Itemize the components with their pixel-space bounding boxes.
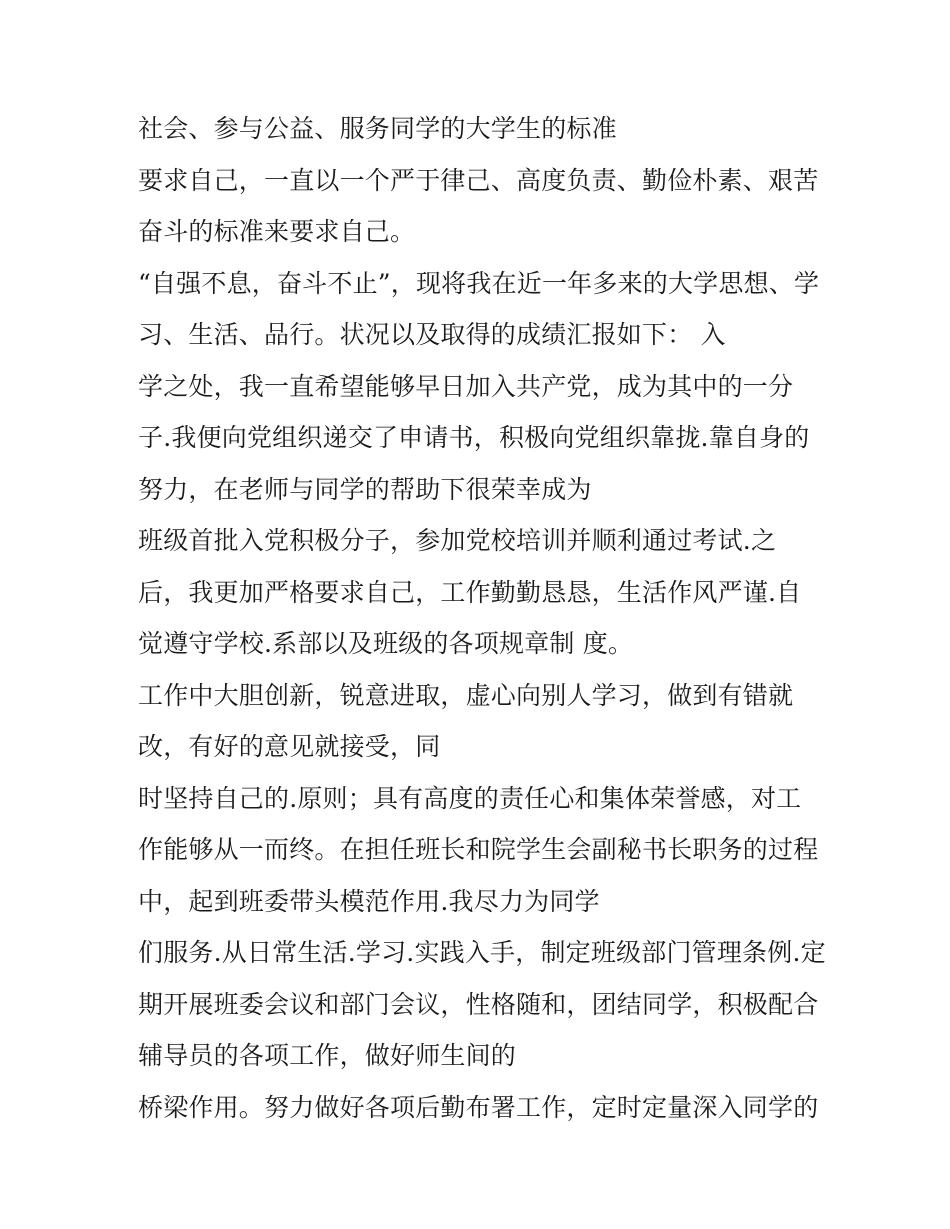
text-line: 作能够从一而终。在担任班长和院学生会副秘书长职务的过程	[138, 835, 819, 864]
text-line: 们服务.从日常生活.学习.实践入手，制定班级部门管理条例.定	[138, 938, 826, 967]
text-line: 奋斗的标准来要求自己。	[138, 217, 416, 246]
text-line: 改，有好的意见就接受，同	[138, 732, 441, 761]
text-line: 学之处，我一直希望能够早日加入共产党，成为其中的一分	[138, 371, 794, 401]
text-line: 子.我便向党组织递交了申请书，积极向党组织靠拢.靠自身的	[138, 423, 810, 452]
text-line: “自强不息，奋斗不止”，现将我在近一年多来的大学思想、学	[138, 268, 820, 298]
text-line: 努力，在老师与同学的帮助下很荣幸成为	[138, 474, 592, 504]
text-line: 要求自己，一直以一个严于律己、高度负责、勤俭朴素、艰苦	[138, 165, 819, 195]
text-line: 中，起到班委带头模范作用.我尽力为同学	[138, 886, 600, 916]
document-body	[138, 112, 838, 1142]
text-line: 辅导员的各项工作，做好师生间的	[138, 1041, 517, 1070]
text-line: 工作中大胆创新，锐意进取，虚心向别人学习，做到有错就	[138, 680, 794, 710]
text-line: 后，我更加严格要求自己，工作勤勤恳恳，生活作风严谨.自	[138, 577, 802, 607]
text-line: 社会、参与公益、服务同学的大学生的标准	[138, 114, 617, 143]
text-line: 期开展班委会议和部门会议，性格随和，团结同学，积极配合	[138, 989, 819, 1019]
text-line: 班级首批入党积极分子，参加党校培训并顺利通过考试.之	[138, 526, 777, 555]
text-line: 时坚持自己的.原则；具有高度的责任心和集体荣誉感，对工	[138, 783, 802, 813]
text-line: 桥梁作用。努力做好各项后勤布署工作，定时定量深入同学的	[138, 1092, 819, 1122]
text-line: 觉遵守学校.系部以及班级的各项规章制 度。	[138, 629, 634, 658]
text-line: 习、生活、品行。状况以及取得的成绩汇报如下： 入	[138, 320, 726, 349]
